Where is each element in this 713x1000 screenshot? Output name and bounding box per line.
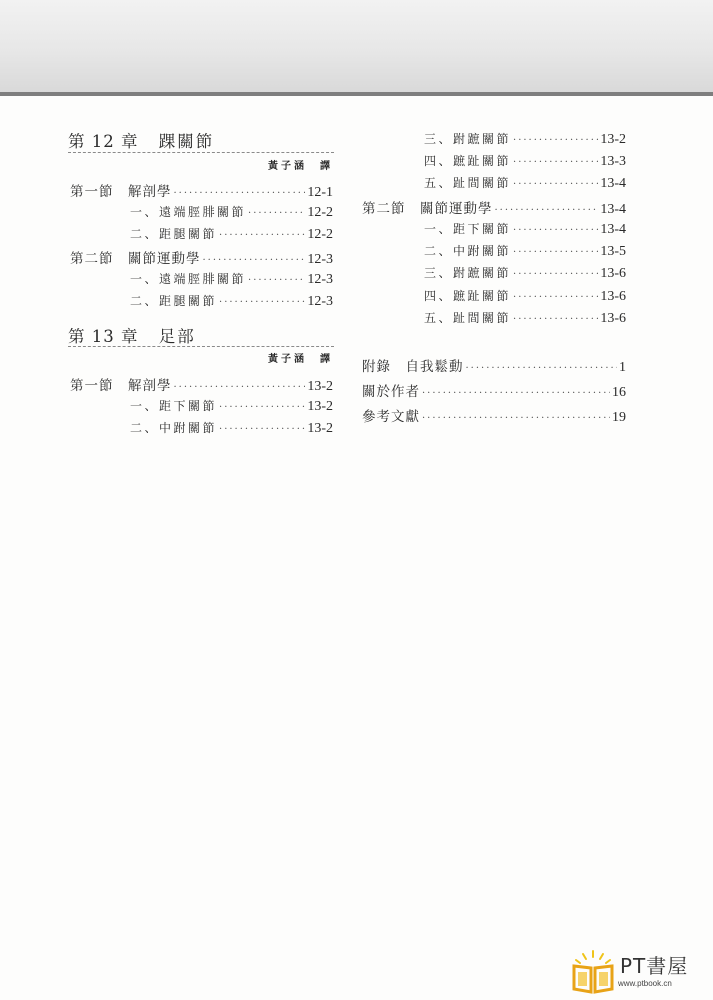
chapter-12-title: 踝關節 <box>158 132 215 151</box>
toc-entry-page: 13-4 <box>600 176 626 191</box>
dot-leader <box>513 270 598 280</box>
chapter-13-heading <box>68 323 196 347</box>
toc-entry-page: 13-6 <box>600 266 626 281</box>
toc-entry-page: 12-3 <box>307 272 333 287</box>
toc-entry-r-sub1[interactable] <box>424 130 626 148</box>
toc-entry-r-sec2[interactable] <box>362 197 626 218</box>
toc-entry-label: 關於作者 <box>362 384 420 400</box>
logo-text: PT書屋 <box>620 954 689 978</box>
toc-entry-ch12-sec1[interactable] <box>70 180 333 201</box>
dot-leader <box>219 403 305 413</box>
toc-entry-page: 13-6 <box>600 289 626 304</box>
toc-entry-ch12-sub4[interactable] <box>130 292 333 310</box>
toc-entry-label: 五、趾間關節 <box>424 176 512 190</box>
toc-entry-label: 二、中跗關節 <box>424 244 512 258</box>
dot-leader <box>219 231 305 241</box>
toc-entry-page: 12-3 <box>307 294 333 309</box>
toc-entry-label: 二、距腿關節 <box>130 227 218 241</box>
toc-entry-page: 12-3 <box>307 252 333 267</box>
toc-entry-ch12-sub1[interactable] <box>130 203 333 221</box>
toc-entry-page: 13-2 <box>307 399 333 414</box>
toc-entry-page: 16 <box>612 385 626 400</box>
chapter-12-translator: 黃子涵 譯 <box>268 161 333 172</box>
toc-entry-label: 三、跗蹠關節 <box>424 132 512 146</box>
chapter-12-heading <box>68 128 214 152</box>
dot-leader <box>219 298 305 308</box>
dot-leader <box>174 383 306 393</box>
header-band-rule <box>0 92 713 96</box>
toc-entry-label: 第一節 解剖學 <box>70 378 172 394</box>
dot-leader <box>248 276 305 286</box>
toc-entry-page: 12-2 <box>307 227 333 242</box>
toc-entry-r-sub8[interactable] <box>424 309 626 327</box>
toc-entry-ch13-sec1[interactable] <box>70 374 333 395</box>
toc-entry-label: 參考文獻 <box>362 409 420 425</box>
chapter-12-label: 第 12 章 <box>68 132 139 151</box>
header-band <box>0 0 713 92</box>
dot-leader <box>466 364 618 374</box>
toc-entry-page: 13-4 <box>600 202 626 217</box>
toc-entry-page: 13-6 <box>600 311 626 326</box>
toc-entry-references[interactable] <box>362 405 626 426</box>
toc-entry-r-sub3[interactable] <box>424 174 626 192</box>
toc-entry-label: 第二節 關節運動學 <box>362 201 493 217</box>
toc-entry-label: 二、中跗關節 <box>130 421 218 435</box>
dot-leader <box>513 158 598 168</box>
dot-leader <box>513 180 598 190</box>
toc-entry-label: 一、遠端脛腓關節 <box>130 205 247 219</box>
toc-entry-ch12-sub2[interactable] <box>130 225 333 243</box>
toc-entry-r-sub2[interactable] <box>424 152 626 170</box>
toc-entry-label: 一、遠端脛腓關節 <box>130 272 247 286</box>
chapter-13-translator: 黃子涵 譯 <box>268 354 333 365</box>
dot-leader <box>513 226 598 236</box>
toc-entry-label: 第二節 關節運動學 <box>70 251 201 267</box>
dot-leader <box>513 136 598 146</box>
toc-entry-page: 13-2 <box>307 421 333 436</box>
dot-leader <box>248 209 305 219</box>
toc-entry-page: 13-5 <box>600 244 626 259</box>
toc-entry-r-sub5[interactable] <box>424 242 626 260</box>
dot-leader <box>495 206 599 216</box>
toc-entry-r-sub7[interactable] <box>424 287 626 305</box>
toc-entry-r-sub4[interactable] <box>424 220 626 238</box>
toc-entry-page: 13-2 <box>307 379 333 394</box>
chapter-13-title: 足部 <box>158 327 196 346</box>
toc-entry-page: 13-3 <box>600 154 626 169</box>
toc-entry-label: 四、蹠趾關節 <box>424 289 512 303</box>
toc-entry-r-sub6[interactable] <box>424 264 626 282</box>
dot-leader <box>203 256 306 266</box>
toc-entry-page: 19 <box>612 410 626 425</box>
toc-entry-label: 附錄 自我鬆動 <box>362 359 464 375</box>
toc-entry-ch13-sub2[interactable] <box>130 419 333 437</box>
toc-entry-page: 12-1 <box>307 185 333 200</box>
toc-entry-about-author[interactable] <box>362 380 626 401</box>
toc-entry-ch13-sub1[interactable] <box>130 397 333 415</box>
toc-entry-page: 1 <box>619 360 626 375</box>
dot-leader <box>513 315 598 325</box>
dot-leader <box>513 248 598 258</box>
ptbook-watermark <box>570 948 710 996</box>
chapter-13-label: 第 13 章 <box>68 327 139 346</box>
toc-entry-label: 五、趾間關節 <box>424 311 512 325</box>
toc-entry-label: 一、距下關節 <box>130 399 218 413</box>
toc-entry-label: 四、蹠趾關節 <box>424 154 512 168</box>
toc-entry-ch12-sub3[interactable] <box>130 270 333 288</box>
dot-leader <box>422 414 610 424</box>
toc-entry-page: 13-2 <box>600 132 626 147</box>
toc-entry-label: 一、距下關節 <box>424 222 512 236</box>
toc-entry-label: 三、跗蹠關節 <box>424 266 512 280</box>
open-book-icon <box>570 948 616 994</box>
toc-entry-appendix[interactable] <box>362 355 626 376</box>
toc-entry-page: 12-2 <box>307 205 333 220</box>
chapter-12-rule <box>68 152 334 153</box>
logo-url: www.ptbook.cn <box>618 979 672 988</box>
dot-leader <box>219 425 305 435</box>
toc-entry-label: 第一節 解剖學 <box>70 184 172 200</box>
toc-entry-label: 二、距腿關節 <box>130 294 218 308</box>
chapter-13-rule <box>68 346 334 347</box>
toc-entry-ch12-sec2[interactable] <box>70 247 333 268</box>
dot-leader <box>513 293 598 303</box>
toc-entry-page: 13-4 <box>600 222 626 237</box>
dot-leader <box>422 389 610 399</box>
dot-leader <box>174 189 306 199</box>
